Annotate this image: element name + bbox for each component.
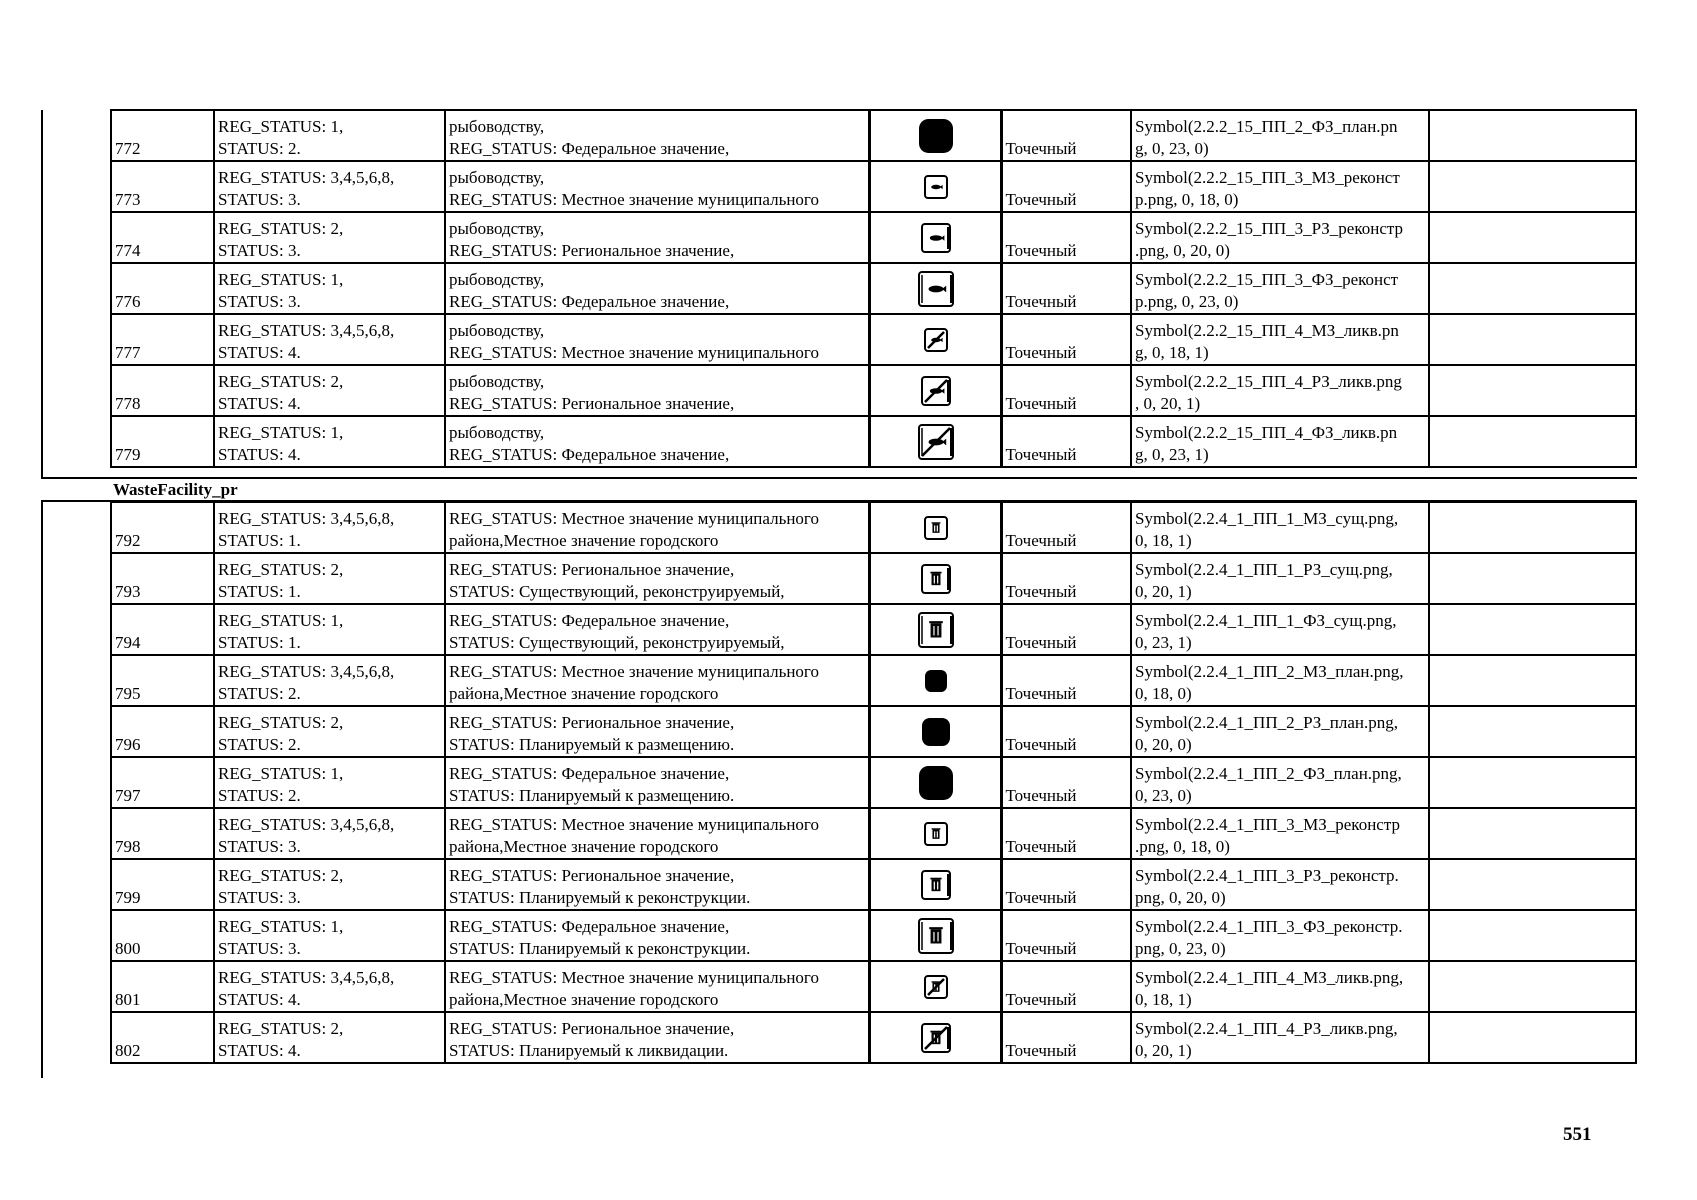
description-line-2: района,Местное значение городского [449, 684, 719, 703]
waste-existing-federal-icon [874, 611, 998, 649]
symbol-file-line-2: 0, 20, 0) [1135, 735, 1192, 754]
condition-line-1: REG_STATUS: 1, [218, 764, 344, 783]
description-line-2: REG_STATUS: Региональное значение, [449, 241, 735, 260]
condition-line-2: STATUS: 3. [218, 241, 301, 260]
geometry-type: Точечный [1001, 604, 1131, 655]
fish-planned-federal-icon [874, 117, 998, 155]
condition-line-2: STATUS: 3. [218, 888, 301, 907]
description-cell [445, 808, 869, 859]
condition-line-1: REG_STATUS: 3,4,5,6,8, [218, 968, 395, 987]
description-line-2: REG_STATUS: Федеральное значение, [449, 445, 730, 464]
symbol-file-cell [1131, 416, 1429, 467]
symbol-cell [869, 655, 1001, 706]
symbol-cell [869, 110, 1001, 161]
condition-line-2: STATUS: 3. [218, 837, 301, 856]
empty-cell [1429, 553, 1636, 604]
description-line-2: STATUS: Планируемый к реконструкции. [449, 888, 751, 907]
table-row [111, 212, 1636, 263]
condition-line-2: STATUS: 3. [218, 939, 301, 958]
description-cell [445, 110, 869, 161]
description-line-1: REG_STATUS: Федеральное значение, [449, 917, 730, 936]
left-margin-line-top [41, 110, 43, 479]
row-id: 778 [111, 365, 214, 416]
description-line-2: STATUS: Существующий, реконструируемый, [449, 582, 785, 601]
condition-cell [214, 502, 445, 553]
empty-cell [1429, 808, 1636, 859]
symbol-cell [869, 808, 1001, 859]
symbol-cell [869, 502, 1001, 553]
condition-cell [214, 706, 445, 757]
condition-line-2: STATUS: 2. [218, 735, 301, 754]
description-cell [445, 502, 869, 553]
description-cell [445, 1012, 869, 1063]
condition-cell [214, 161, 445, 212]
condition-cell [214, 553, 445, 604]
condition-line-2: STATUS: 1. [218, 531, 301, 550]
symbol-file-line-1: Symbol(2.2.2_15_ПП_3_МЗ_реконст [1135, 168, 1400, 187]
description-line-2: STATUS: Существующий, реконструируемый, [449, 633, 785, 652]
geometry-type: Точечный [1001, 706, 1131, 757]
geometry-type: Точечный [1001, 365, 1131, 416]
condition-line-1: REG_STATUS: 2, [218, 713, 344, 732]
description-line-1: рыбоводству, [449, 219, 545, 238]
description-cell [445, 416, 869, 467]
symbol-cell [869, 757, 1001, 808]
description-line-2: района,Местное значение городского [449, 531, 719, 550]
symbol-file-line-2: .png, 0, 18, 0) [1135, 837, 1230, 856]
symbol-file-line-2: g, 0, 23, 0) [1135, 139, 1209, 158]
row-id: 802 [111, 1012, 214, 1063]
row-id: 801 [111, 961, 214, 1012]
table-row [111, 604, 1636, 655]
geometry-type: Точечный [1001, 416, 1131, 467]
empty-cell [1429, 502, 1636, 553]
symbol-file-line-2: 0, 23, 0) [1135, 786, 1192, 805]
row-id: 800 [111, 910, 214, 961]
condition-cell [214, 263, 445, 314]
symbol-file-line-2: png, 0, 20, 0) [1135, 888, 1226, 907]
symbol-file-cell [1131, 110, 1429, 161]
geometry-type: Точечный [1001, 655, 1131, 706]
table-row [111, 1012, 1636, 1063]
condition-cell [214, 808, 445, 859]
condition-line-1: REG_STATUS: 1, [218, 117, 344, 136]
table-row [111, 502, 1636, 553]
symbol-cell [869, 212, 1001, 263]
section-divider-line [41, 477, 1637, 479]
condition-line-2: STATUS: 3. [218, 292, 301, 311]
row-id: 772 [111, 110, 214, 161]
row-id: 777 [111, 314, 214, 365]
description-line-1: REG_STATUS: Местное значение муниципального [449, 815, 819, 834]
description-cell [445, 706, 869, 757]
description-cell [445, 961, 869, 1012]
symbol-file-line-1: Symbol(2.2.2_15_ПП_4_ФЗ_ликв.pn [1135, 423, 1398, 442]
symbol-file-cell [1131, 502, 1429, 553]
geometry-type: Точечный [1001, 1012, 1131, 1063]
description-cell [445, 757, 869, 808]
symbol-cell [869, 161, 1001, 212]
waste-reconstruction-local-icon [874, 821, 998, 847]
geometry-type: Точечный [1001, 553, 1131, 604]
symbol-file-cell [1131, 757, 1429, 808]
symbol-file-line-1: Symbol(2.2.4_1_ПП_4_РЗ_ликв.png, [1135, 1019, 1398, 1038]
table-row [111, 706, 1636, 757]
condition-cell [214, 110, 445, 161]
condition-line-1: REG_STATUS: 3,4,5,6,8, [218, 321, 395, 340]
symbol-file-line-1: Symbol(2.2.4_1_ПП_2_ФЗ_план.png, [1135, 764, 1402, 783]
condition-line-1: REG_STATUS: 1, [218, 423, 344, 442]
symbol-cell [869, 604, 1001, 655]
table-row [111, 961, 1636, 1012]
condition-line-2: STATUS: 1. [218, 633, 301, 652]
condition-line-1: REG_STATUS: 2, [218, 866, 344, 885]
row-id: 773 [111, 161, 214, 212]
waste-reconstruction-regional-icon [874, 869, 998, 901]
table-row [111, 416, 1636, 467]
symbol-file-cell [1131, 961, 1429, 1012]
symbol-file-line-2: , 0, 20, 1) [1135, 394, 1201, 413]
description-line-2: REG_STATUS: Региональное значение, [449, 394, 735, 413]
condition-cell [214, 655, 445, 706]
empty-cell [1429, 910, 1636, 961]
condition-line-1: REG_STATUS: 3,4,5,6,8, [218, 662, 395, 681]
description-line-1: рыбоводству, [449, 168, 545, 187]
symbol-cell [869, 263, 1001, 314]
symbol-file-cell [1131, 1012, 1429, 1063]
symbol-cell [869, 706, 1001, 757]
condition-line-2: STATUS: 2. [218, 684, 301, 703]
empty-cell [1429, 365, 1636, 416]
condition-cell [214, 757, 445, 808]
symbol-file-line-2: 0, 20, 1) [1135, 582, 1192, 601]
symbol-file-line-2: 0, 23, 1) [1135, 633, 1192, 652]
row-id: 796 [111, 706, 214, 757]
symbol-cell [869, 1012, 1001, 1063]
geometry-type: Точечный [1001, 110, 1131, 161]
description-cell [445, 161, 869, 212]
description-cell [445, 655, 869, 706]
waste-liquidation-local-icon [874, 974, 998, 1000]
description-cell [445, 212, 869, 263]
symbol-file-line-2: р.png, 0, 23, 0) [1135, 292, 1239, 311]
waste-planned-federal-icon [874, 764, 998, 802]
table-row [111, 757, 1636, 808]
symbol-file-line-1: Symbol(2.2.4_1_ПП_4_МЗ_ликв.png, [1135, 968, 1404, 987]
condition-line-1: REG_STATUS: 2, [218, 219, 344, 238]
table-row [111, 655, 1636, 706]
condition-cell [214, 416, 445, 467]
waste-existing-regional-icon [874, 563, 998, 595]
description-cell [445, 604, 869, 655]
description-line-1: рыбоводству, [449, 321, 545, 340]
fish-reconstruction-regional-icon [874, 222, 998, 254]
symbol-cell [869, 910, 1001, 961]
symbol-file-line-1: Symbol(2.2.2_15_ПП_2_ФЗ_план.pn [1135, 117, 1398, 136]
table-row [111, 910, 1636, 961]
condition-line-1: REG_STATUS: 2, [218, 1019, 344, 1038]
symbol-file-cell [1131, 365, 1429, 416]
waste-planned-regional-icon [874, 716, 998, 748]
description-line-1: REG_STATUS: Федеральное значение, [449, 611, 730, 630]
table-row [111, 808, 1636, 859]
row-id: 798 [111, 808, 214, 859]
condition-line-2: STATUS: 3. [218, 190, 301, 209]
description-line-2: REG_STATUS: Федеральное значение, [449, 139, 730, 158]
symbol-file-line-1: Symbol(2.2.2_15_ПП_4_РЗ_ликв.png [1135, 372, 1402, 391]
description-line-1: REG_STATUS: Региональное значение, [449, 560, 735, 579]
condition-line-1: REG_STATUS: 1, [218, 611, 344, 630]
symbol-file-line-2: g, 0, 18, 1) [1135, 343, 1209, 362]
symbol-file-line-1: Symbol(2.2.4_1_ПП_1_МЗ_сущ.png, [1135, 509, 1399, 528]
description-line-2: STATUS: Планируемый к ликвидации. [449, 1041, 729, 1060]
empty-cell [1429, 314, 1636, 365]
description-line-2: STATUS: Планируемый к размещению. [449, 735, 735, 754]
table-row [111, 859, 1636, 910]
symbol-file-line-1: Symbol(2.2.4_1_ПП_1_ФЗ_сущ.png, [1135, 611, 1397, 630]
description-cell [445, 314, 869, 365]
condition-line-2: STATUS: 4. [218, 990, 301, 1009]
condition-cell [214, 910, 445, 961]
description-cell [445, 910, 869, 961]
fish-reconstruction-federal-icon [874, 270, 998, 308]
condition-line-2: STATUS: 2. [218, 786, 301, 805]
description-line-2: района,Местное значение городского [449, 837, 719, 856]
table-row [111, 553, 1636, 604]
description-line-1: REG_STATUS: Местное значение муниципального [449, 662, 819, 681]
empty-cell [1429, 212, 1636, 263]
symbol-file-line-2: .png, 0, 20, 0) [1135, 241, 1230, 260]
geometry-type: Точечный [1001, 314, 1131, 365]
symbol-file-cell [1131, 161, 1429, 212]
description-line-1: REG_STATUS: Местное значение муниципального [449, 968, 819, 987]
description-line-1: рыбоводству, [449, 372, 545, 391]
condition-line-1: REG_STATUS: 2, [218, 560, 344, 579]
geometry-type: Точечный [1001, 502, 1131, 553]
symbol-file-line-1: Symbol(2.2.2_15_ПП_3_РЗ_реконстр [1135, 219, 1404, 238]
description-line-2: района,Местное значение городского [449, 990, 719, 1009]
description-line-1: REG_STATUS: Местное значение муниципального [449, 509, 819, 528]
waste-existing-local-icon [874, 515, 998, 541]
row-id: 797 [111, 757, 214, 808]
condition-cell [214, 604, 445, 655]
condition-line-1: REG_STATUS: 3,4,5,6,8, [218, 815, 395, 834]
symbol-file-cell [1131, 553, 1429, 604]
condition-line-1: REG_STATUS: 2, [218, 372, 344, 391]
empty-cell [1429, 859, 1636, 910]
empty-cell [1429, 161, 1636, 212]
symbol-file-cell [1131, 910, 1429, 961]
geometry-type: Точечный [1001, 212, 1131, 263]
empty-cell [1429, 706, 1636, 757]
geometry-type: Точечный [1001, 263, 1131, 314]
row-id: 774 [111, 212, 214, 263]
description-line-1: рыбоводству, [449, 270, 545, 289]
description-line-1: REG_STATUS: Региональное значение, [449, 866, 735, 885]
condition-line-1: REG_STATUS: 1, [218, 270, 344, 289]
description-line-1: REG_STATUS: Региональное значение, [449, 1019, 735, 1038]
row-id: 792 [111, 502, 214, 553]
description-line-1: REG_STATUS: Региональное значение, [449, 713, 735, 732]
condition-line-1: REG_STATUS: 1, [218, 917, 344, 936]
symbol-cell [869, 859, 1001, 910]
fish-liquidation-regional-icon [874, 375, 998, 407]
left-margin-line-bottom [41, 501, 43, 1078]
condition-cell [214, 212, 445, 263]
section-title: WasteFacility_pr [113, 480, 238, 499]
description-line-1: REG_STATUS: Федеральное значение, [449, 764, 730, 783]
symbol-cell [869, 553, 1001, 604]
symbol-cell [869, 314, 1001, 365]
symbol-file-line-1: Symbol(2.2.4_1_ПП_3_РЗ_реконстр. [1135, 866, 1399, 885]
description-cell [445, 263, 869, 314]
condition-line-1: REG_STATUS: 3,4,5,6,8, [218, 509, 395, 528]
waste-planned-local-icon [874, 668, 998, 694]
condition-line-2: STATUS: 4. [218, 1041, 301, 1060]
empty-cell [1429, 110, 1636, 161]
description-line-2: REG_STATUS: Местное значение муниципального [449, 190, 819, 209]
condition-cell [214, 314, 445, 365]
symbol-file-line-2: р.png, 0, 18, 0) [1135, 190, 1239, 209]
condition-cell [214, 365, 445, 416]
geometry-type: Точечный [1001, 859, 1131, 910]
geometry-type: Точечный [1001, 910, 1131, 961]
empty-cell [1429, 604, 1636, 655]
waste-facility-symbols-table [110, 501, 1635, 1064]
table-row [111, 365, 1636, 416]
symbol-file-line-2: png, 0, 23, 0) [1135, 939, 1226, 958]
condition-cell [214, 1012, 445, 1063]
description-cell [445, 553, 869, 604]
description-line-2: STATUS: Планируемый к размещению. [449, 786, 735, 805]
fish-liquidation-local-icon [874, 327, 998, 353]
symbol-cell [869, 961, 1001, 1012]
geometry-type: Точечный [1001, 757, 1131, 808]
symbol-file-line-2: 0, 20, 1) [1135, 1041, 1192, 1060]
condition-line-2: STATUS: 2. [218, 139, 301, 158]
symbol-file-cell [1131, 706, 1429, 757]
symbol-file-cell [1131, 655, 1429, 706]
symbol-file-line-1: Symbol(2.2.4_1_ПП_2_РЗ_план.png, [1135, 713, 1399, 732]
empty-cell [1429, 655, 1636, 706]
symbol-cell [869, 416, 1001, 467]
symbol-file-line-2: g, 0, 23, 1) [1135, 445, 1209, 464]
fish-symbols-table [110, 109, 1635, 468]
empty-cell [1429, 416, 1636, 467]
symbol-file-line-1: Symbol(2.2.2_15_ПП_4_МЗ_ликв.pn [1135, 321, 1399, 340]
description-line-2: STATUS: Планируемый к реконструкции. [449, 939, 751, 958]
description-line-2: REG_STATUS: Федеральное значение, [449, 292, 730, 311]
symbol-file-line-2: 0, 18, 1) [1135, 990, 1192, 1009]
geometry-type: Точечный [1001, 808, 1131, 859]
table-row [111, 161, 1636, 212]
empty-cell [1429, 1012, 1636, 1063]
table-row [111, 314, 1636, 365]
waste-liquidation-regional-icon [874, 1022, 998, 1054]
condition-line-1: REG_STATUS: 3,4,5,6,8, [218, 168, 395, 187]
symbol-file-line-1: Symbol(2.2.4_1_ПП_3_МЗ_реконстр [1135, 815, 1400, 834]
symbol-file-line-2: 0, 18, 0) [1135, 684, 1192, 703]
description-line-1: рыбоводству, [449, 117, 545, 136]
condition-line-2: STATUS: 4. [218, 394, 301, 413]
symbol-file-line-1: Symbol(2.2.4_1_ПП_3_ФЗ_реконстр. [1135, 917, 1403, 936]
table-row [111, 110, 1636, 161]
condition-line-2: STATUS: 1. [218, 582, 301, 601]
description-line-2: REG_STATUS: Местное значение муниципального [449, 343, 819, 362]
fish-reconstruction-local-icon [874, 174, 998, 200]
row-id: 795 [111, 655, 214, 706]
symbol-file-cell [1131, 604, 1429, 655]
symbol-file-cell [1131, 808, 1429, 859]
row-id: 776 [111, 263, 214, 314]
condition-line-2: STATUS: 4. [218, 445, 301, 464]
geometry-type: Точечный [1001, 961, 1131, 1012]
symbol-file-line-1: Symbol(2.2.4_1_ПП_2_МЗ_план.png, [1135, 662, 1404, 681]
empty-cell [1429, 757, 1636, 808]
symbol-file-line-1: Symbol(2.2.2_15_ПП_3_ФЗ_реконст [1135, 270, 1399, 289]
empty-cell [1429, 263, 1636, 314]
row-id: 793 [111, 553, 214, 604]
symbol-file-cell [1131, 212, 1429, 263]
row-id: 794 [111, 604, 214, 655]
table-row [111, 263, 1636, 314]
symbol-file-cell [1131, 314, 1429, 365]
geometry-type: Точечный [1001, 161, 1131, 212]
waste-reconstruction-federal-icon [874, 917, 998, 955]
description-cell [445, 859, 869, 910]
symbol-file-cell [1131, 859, 1429, 910]
symbol-file-cell [1131, 263, 1429, 314]
description-cell [445, 365, 869, 416]
fish-liquidation-federal-icon [874, 423, 998, 461]
symbol-file-line-2: 0, 18, 1) [1135, 531, 1192, 550]
condition-line-2: STATUS: 4. [218, 343, 301, 362]
symbol-file-line-1: Symbol(2.2.4_1_ПП_1_РЗ_сущ.png, [1135, 560, 1393, 579]
row-id: 799 [111, 859, 214, 910]
row-id: 779 [111, 416, 214, 467]
condition-cell [214, 859, 445, 910]
page-number: 551 [1563, 1124, 1592, 1145]
condition-cell [214, 961, 445, 1012]
description-line-1: рыбоводству, [449, 423, 545, 442]
empty-cell [1429, 961, 1636, 1012]
symbol-cell [869, 365, 1001, 416]
